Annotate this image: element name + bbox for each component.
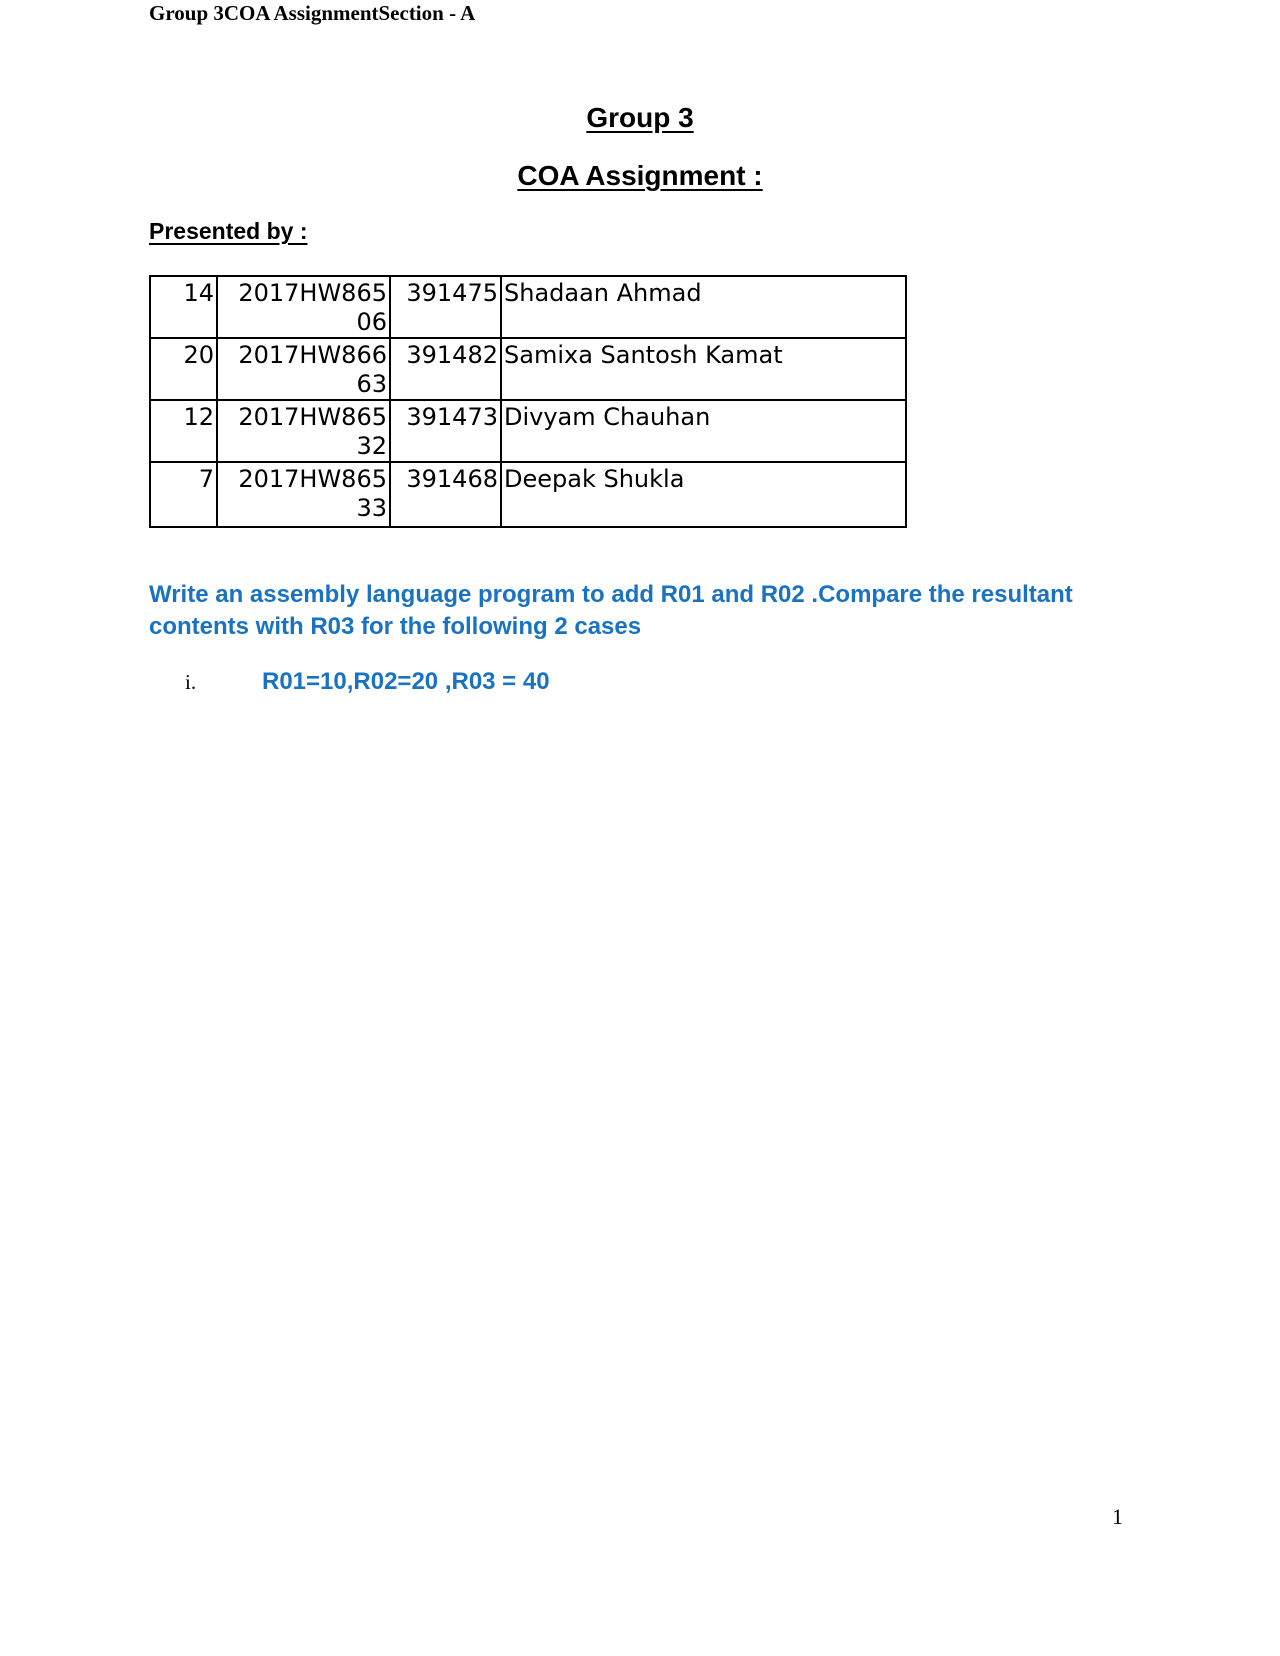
member-id — [217, 400, 390, 462]
member-id-line2: 32 — [356, 432, 387, 460]
members-table — [149, 275, 907, 528]
member-name: Divyam Chauhan — [501, 400, 906, 462]
case-text: R01=10,R02=20 ,R03 = 40 — [262, 668, 550, 695]
case-marker: i. — [185, 670, 197, 694]
member-code: 391475 — [390, 276, 501, 338]
member-id-line2: 63 — [356, 370, 387, 398]
member-name: Samixa Santosh Kamat — [501, 338, 906, 400]
table-row — [150, 400, 906, 462]
member-id-line1: 2017HW865 — [238, 279, 387, 307]
member-id-line1: 2017HW865 — [238, 403, 387, 431]
table-row — [150, 338, 906, 400]
member-number: 20 — [150, 338, 217, 400]
assignment-question: Write an assembly language program to add R01 and R02 .Compare the resultant contents with R03 for the following 2 cases — [149, 581, 1073, 640]
member-id-line1: 2017HW866 — [238, 341, 387, 369]
member-number: 14 — [150, 276, 217, 338]
assignment-title: COA Assignment : — [517, 160, 763, 191]
member-id — [217, 462, 390, 527]
member-code: 391473 — [390, 400, 501, 462]
member-name: Shadaan Ahmad — [501, 276, 906, 338]
member-number: 7 — [150, 462, 217, 527]
member-name: Deepak Shukla — [501, 462, 906, 527]
group-title: Group 3 — [586, 102, 694, 133]
member-id — [217, 338, 390, 400]
member-id — [217, 276, 390, 338]
member-id-line1: 2017HW865 — [238, 465, 387, 493]
member-id-line2: 33 — [356, 494, 387, 522]
member-number: 12 — [150, 400, 217, 462]
member-code: 391482 — [390, 338, 501, 400]
member-id-line2: 06 — [356, 308, 387, 336]
presented-by-label: Presented by : — [149, 218, 308, 244]
table-row — [150, 462, 906, 527]
running-header: Group 3COA AssignmentSection - A — [149, 1, 476, 25]
member-code: 391468 — [390, 462, 501, 527]
page-number: 1 — [1112, 1504, 1123, 1529]
table-row — [150, 276, 906, 338]
